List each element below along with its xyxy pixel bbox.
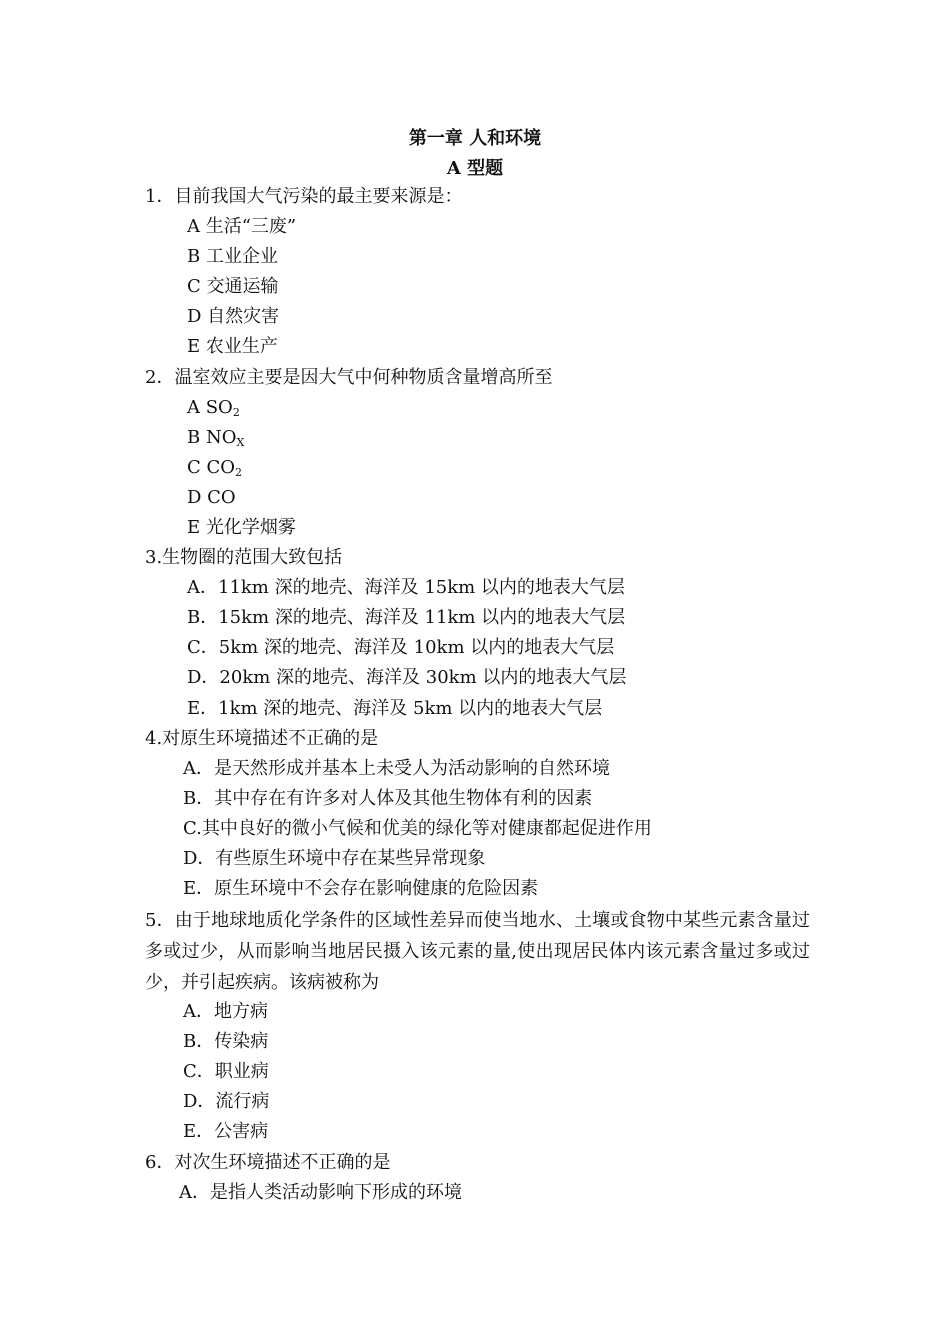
question-5-option-e: E．公害病 — [183, 1121, 269, 1142]
question-5-option-c: C．职业病 — [183, 1061, 269, 1082]
question-3-stem: 3.生物圈的范围大致包括 — [145, 547, 343, 568]
option-text: E 光化学烟雾 — [187, 517, 296, 538]
question-2-stem: 2．温室效应主要是因大气中何种物质含量增高所至 — [145, 367, 553, 388]
question-3-option-c: C．5km 深的地壳、海洋及 10km 以内的地表大气层 — [187, 637, 615, 658]
question-3-option-d: D．20km 深的地壳、海洋及 30km 以内的地表大气层 — [187, 667, 627, 688]
question-2-option-b — [187, 423, 244, 453]
question-4-option-d: D．有些原生环境中存在某些异常现象 — [183, 848, 486, 869]
question-4-stem: 4.对原生环境描述不正确的是 — [145, 728, 379, 749]
question-6-option-a: A．是指人类活动影响下形成的环境 — [179, 1182, 462, 1203]
subscript: X — [236, 436, 245, 449]
section-title: A 型题 — [446, 158, 504, 179]
question-1-stem: 1．目前我国大气污染的最主要来源是： — [145, 186, 463, 207]
question-1-option-b: B 工业企业 — [187, 246, 278, 267]
question-4-option-c: C.其中良好的微小气候和优美的绿化等对健康都起促进作用 — [183, 818, 652, 839]
question-5-option-d: D．流行病 — [183, 1091, 270, 1112]
option-text: C CO — [187, 457, 236, 478]
subscript: 2 — [235, 466, 243, 479]
question-3-option-b: B．15km 深的地壳、海洋及 11km 以内的地表大气层 — [187, 607, 626, 628]
question-6-stem: 6．对次生环境描述不正确的是 — [145, 1152, 391, 1173]
option-text: B NO — [187, 427, 237, 448]
question-1-option-a: A 生活“三废” — [187, 216, 297, 237]
question-4-option-a: A．是天然形成并基本上未受人为活动影响的自然环境 — [183, 758, 610, 779]
question-2-option-e — [187, 513, 296, 543]
question-2-option-d — [187, 483, 236, 513]
question-5-option-a: A．地方病 — [183, 1001, 268, 1022]
question-2-option-a — [187, 393, 240, 423]
question-4-option-e: E．原生环境中不会存在影响健康的危险因素 — [183, 878, 539, 899]
question-3-option-e: E．1km 深的地壳、海洋及 5km 以内的地表大气层 — [187, 698, 603, 719]
question-1-option-c: C 交通运输 — [187, 276, 279, 297]
question-5-stem: 5．由于地球地质化学条件的区域性差异而使当地水、土壤或食物中某些元素含量过多或过少，从而影响当地居民摄入该元素的量,使出现居民体内该元素含量过多或过少，并引起疾病。该病被称为 — [145, 910, 810, 993]
question-5-option-b: B．传染病 — [183, 1031, 269, 1052]
option-text: D CO — [187, 487, 236, 508]
chapter-title: 第一章 人和环境 — [408, 128, 542, 149]
question-1-option-d: D 自然灾害 — [187, 306, 280, 327]
question-1-option-e: E 农业生产 — [187, 336, 278, 357]
option-text: A SO — [187, 397, 233, 418]
question-3-option-a: A．11km 深的地壳、海洋及 15km 以内的地表大气层 — [187, 577, 625, 598]
question-4-option-b: B．其中存在有许多对人体及其他生物体有利的因素 — [183, 788, 593, 809]
subscript: 2 — [232, 406, 240, 419]
question-2-option-c — [187, 453, 242, 483]
